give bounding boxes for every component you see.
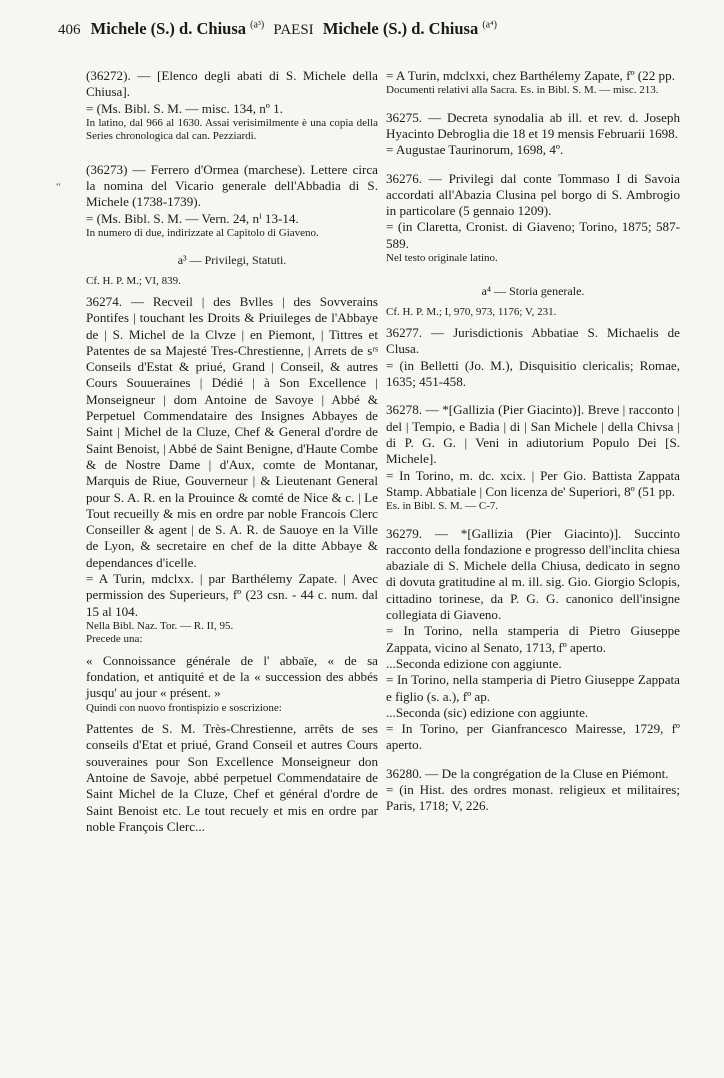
entry-36275-imprint: = Augustae Taurinorum, 1698, 4º.: [386, 142, 564, 158]
section-heading: PAESI: [273, 22, 314, 38]
entry-36274: 36274. — Recveil | des Bvlles | des Sovverains Pontifes | touchant les Droits & Priuileges de l'Abbaye de | S. Michel de la Clvze | en Piemont, | Tittres et Patentes de sa Majesté Tres-Chrestienne, | Arrets de sʳˢ Conseils d'Estat & priué, Grand | Conseil, & autres Cours Souueraines | Dédié | à Son Excellence | Monseigneur | dom Antoine de Savoye | Abbé & Perpetuel Commendataire des Insignes Abbayes de Saint | Michel de la Cluze, Chef & General d'ordre de Saint Benoist, | Abbé de Saint Benigne, d'Haute Combe & de Nostre Dame | d'Aux, comte de Montanar, Marquis de Riue, Gouverneur | & Lieutenant General pour S. A. R. en la Prouince & comté de Nice & c. | Le Tout recueilly & mis en ordre par noble Francois Clerc Conseiller & agent | de S. A. R. de Sauoye en la Ville de Lyon, & secretaire en chef de la ditte Abbaye & dependances d'icelle.: [86, 294, 378, 570]
right-running-title-sup: (a⁴): [482, 19, 497, 31]
entry-36272-location: = (Ms. Bibl. S. M. — misc. 134, nº 1.: [86, 100, 283, 116]
left-running-title: Michele (S.) d. Chiusa: [90, 19, 247, 38]
entry-36276: 36276. — Privilegi dal conte Tommaso I di Savoia accordati all'Abazia Clusina pel borgo di S. Ambrogio in particolare (5 gennaio 1209).: [386, 170, 680, 219]
entry-36276-source: = (in Claretta, Cronist. di Giaveno; Torino, 1875; 587-589.: [386, 219, 680, 251]
entry-36279-edition-2: ...Seconda edizione con aggiunte.: [386, 655, 562, 671]
entry-36275: 36275. — Decreta synodalia ab ill. et rev. d. Joseph Hyacinto Debroglia die 18 et 19 mensis Februarii 1698.: [386, 109, 680, 141]
right-column: [386, 68, 680, 815]
section-a4-cf: Cf. H. P. M.; I, 970, 973, 1176; V, 231.: [386, 305, 557, 318]
page-number: 406: [58, 22, 81, 38]
margin-mark: “: [56, 181, 61, 193]
entry-36279-edition-3: ...Seconda (sic) edizione con aggiunte.: [386, 704, 589, 720]
section-a3-heading: a³ — Privilegi, Statuti.: [177, 253, 287, 268]
entry-36278-imprint: = In Torino, m. dc. xcix. | Per Gio. Battista Zappata Stamp. Abbatiale | Con licenza de' Superiori, 8º (51 pp.: [386, 467, 680, 499]
page-header: [58, 19, 678, 51]
entry-36274-note-library: Nella Bibl. Naz. Tor. — R. II, 95.: [86, 619, 234, 632]
entry-36279-imprint-1: = In Torino, nella stamperia di Pietro Giuseppe Zappata, vicino al Senato, 1713, fº aperto.: [386, 623, 680, 655]
entry-36274-quote: « Connoissance générale de l' abbaïe, « de sa fondation, et antiquité et de la « succession des abbés jusqu' au jour « présent. »: [86, 652, 378, 701]
entry-36278: 36278. — *[Gallizia (Pier Giacinto)]. Breve | racconto | del | Tempio, e Badia | di | San Michele | della Chivsa | di P. G. G. | Veni in adiutorium Populo Dei [S. Michele].: [386, 402, 680, 467]
entry-36279-imprint-2: = In Torino, nella stamperia di Pietro Giuseppe Zappata e figlio (s. a.), fº ap.: [386, 672, 680, 704]
entry-36280-source: = (in Hist. des ordres monast. religieux et militaires; Paris, 1718; V, 226.: [386, 782, 680, 814]
entry-36274-pattentes: Pattentes de S. M. Très-Chrestienne, arrêts de ses conseils d'Etat et priué, Grand Conseil et autres Cours souveraines pour Son Excellence Monseigneur don Antoine de Savoje, abbé perpetuel Commendataire de Saint Michel de la Cluze, Chef et général d'ordre de Saint Benoist etc. Le tout recuely et mis en ordre par noble François Clerc...: [86, 721, 378, 834]
entry-36273-note: In numero di due, indirizzate al Capitolo di Giaveno.: [86, 226, 319, 239]
entry-36279-imprint-3: = In Torino, per Gianfrancesco Mairesse, 1729, fº aperto.: [386, 721, 680, 753]
right-running-title: Michele (S.) d. Chiusa: [322, 19, 479, 38]
entry-36276-note: Nel testo originale latino.: [386, 252, 498, 265]
entry-36274-continued: = A Turin, mdclxxi, chez Barthélemy Zapate, fº (22 pp.: [386, 68, 675, 83]
section-a3-cf: Cf. H. P. M.; VI, 839.: [86, 274, 181, 287]
entry-36279: 36279. — *[Gallizia (Pier Giacinto)]. Succinto racconto della fondazione e progresso dell'inclita chiesa abaziale di S. Michele della Chiusa, dedicato in segno di dovuta gratitudine al m. ill. sig. Gio. Giorgio Sclopis, cittadino torinese, da P. G. G. canonico dell'insigne collegiata di Giaveno.: [386, 525, 680, 623]
entry-36277-source: = (in Belletti (Jo. M.), Disquisitio clericalis; Romae, 1635; 451-458.: [386, 357, 680, 390]
entry-36278-note: Es. in Bibl. S. M. — C-7.: [386, 500, 499, 513]
section-a4-heading: a⁴ — Storia generale.: [481, 284, 585, 299]
left-column: [86, 68, 378, 835]
entry-36273: (36273) — Ferrero d'Ormea (marchese). Lettere circa la nomina del Vicario generale dell'Abbadia di S. Michele (1738-1739).: [86, 161, 378, 210]
entry-36274-continued-note: Documenti relativi alla Sacra. Es. in Bibl. S. M. — misc. 213.: [386, 84, 659, 97]
entry-36277: 36277. — Jurisdictionis Abbatiae S. Michaelis de Clusa.: [386, 325, 680, 357]
entry-36274-imprint: = A Turin, mdclxx. | par Barthélemy Zapate. | Avec permission des Superieurs, fº (23 csn. - 44 c. num. dal 15 al 104.: [86, 571, 378, 619]
entry-36274-note-precede: Precede una:: [86, 633, 143, 646]
entry-36272: (36272). — [Elenco degli abati di S. Michele della Chiusa].: [86, 68, 378, 100]
entry-36280: 36280. — De la congrégation de la Cluse en Piémont.: [386, 765, 669, 781]
left-running-title-sup: (a³): [250, 19, 265, 31]
entry-36274-note-frontispiece: Quindi con nuovo frontispizio e soscrizione:: [86, 701, 282, 714]
entry-36273-location: = (Ms. Bibl. S. M. — Vern. 24, nⁱ 13-14.: [86, 210, 299, 226]
entry-36272-note: In latino, dal 966 al 1630. Assai verisimilmente è una copia della Series chronologica dal can. Pezziardi.: [86, 116, 378, 143]
